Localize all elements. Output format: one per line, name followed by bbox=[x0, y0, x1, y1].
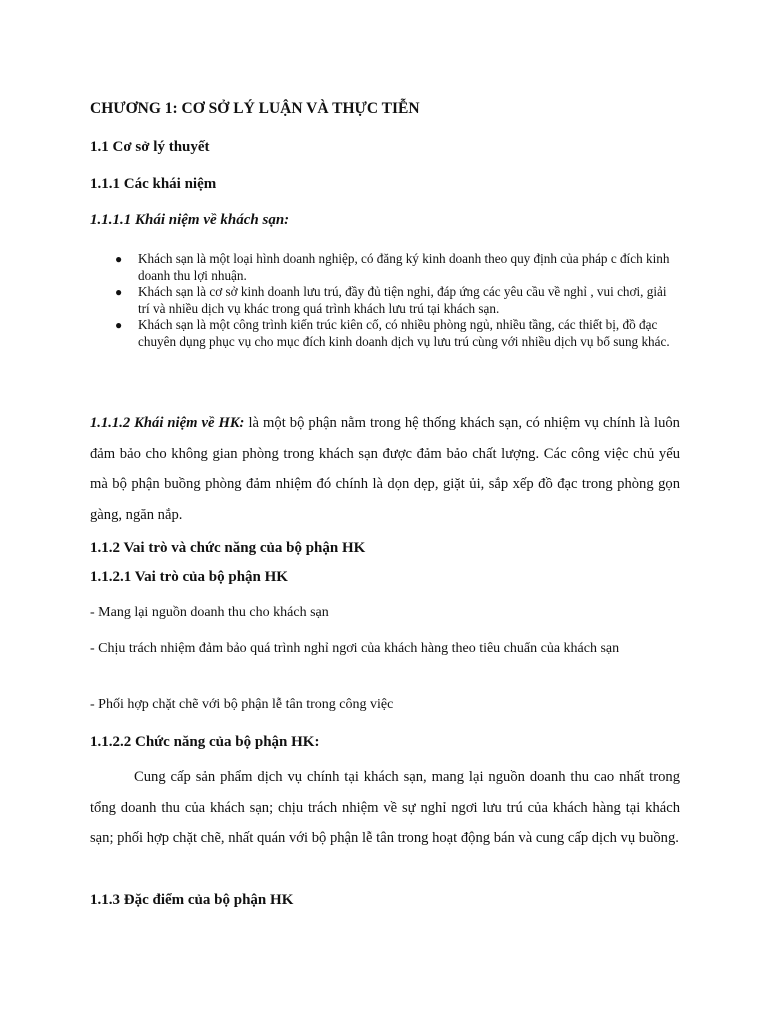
chapter-title: CHƯƠNG 1: CƠ SỞ LÝ LUẬN VÀ THỰC TIỄN bbox=[90, 100, 420, 117]
bullet-icon: ● bbox=[115, 285, 123, 299]
heading-1-1-2: 1.1.2 Vai trò và chức năng của bộ phận HK bbox=[90, 540, 366, 556]
hotel-definition-list bbox=[90, 251, 680, 350]
heading-1-1-1: 1.1.1 Các khái niệm bbox=[90, 176, 217, 192]
heading-1-1-2-2: 1.1.2.2 Chức năng của bộ phận HK: bbox=[90, 734, 320, 750]
role-item-3: - Phối hợp chặt chẽ với bộ phận lễ tân trong công việc bbox=[90, 697, 394, 712]
bullet-icon: ● bbox=[115, 252, 123, 266]
heading-1-1-1-1: 1.1.1.1 Khái niệm về khách sạn: bbox=[90, 212, 290, 228]
list-item: ● Khách sạn là một công trình kiến trúc kiên cố, có nhiều phòng ngủ, nhiều tầng, các thiết bị, đồ đạc chuyên dụng phục vụ cho mục đích kinh doanh dịch vụ lưu trú cùng với nhiều dịch vụ bổ sung khác. bbox=[115, 317, 670, 349]
role-item-2: - Chịu trách nhiệm đảm bảo quá trình nghỉ ngơi của khách hàng theo tiêu chuẩn của khách sạn bbox=[90, 641, 620, 656]
list-item: ● Khách sạn là cơ sở kinh doanh lưu trú, đầy đủ tiện nghi, đáp ứng các yêu cầu về nghỉ , vui chơi, giải trí và nhiều dịch vụ khác trong quá trình khách lưu trú tại khách sạn. bbox=[115, 284, 667, 316]
hk-definition-paragraph bbox=[90, 408, 680, 530]
hk-definition-text: là một bộ phận nằm trong hệ thống khách sạn, có nhiệm vụ chính là luôn đảm bảo cho không gian phòng trong khách sạn được đảm bảo chất lượng. Các công việc chủ yếu mà bộ phận buồng phòng đảm nhiệm đó chính là dọn dẹp, giặt ủi, sắp xếp đồ đạc trong phòng gọn gàng, ngăn nắp. bbox=[90, 415, 680, 523]
bullet-icon: ● bbox=[115, 318, 123, 332]
heading-1-1-2-1: 1.1.2.1 Vai trò của bộ phận HK bbox=[90, 569, 288, 585]
role-item-1: - Mang lại nguồn doanh thu cho khách sạn bbox=[90, 605, 329, 620]
function-paragraph: Cung cấp sản phẩm dịch vụ chính tại khách sạn, mang lại nguồn doanh thu cao nhất trong tổng doanh thu của khách sạn; chịu trách nhiệm về sự nghỉ ngơi lưu trú của khách hàng tại khách sạn; phối hợp chặt chẽ, nhất quán với bộ phận lễ tân trong hoạt động bán và cung cấp dịch vụ buồng. bbox=[90, 769, 680, 846]
hk-definition-label: 1.1.1.2 Khái niệm về HK: bbox=[90, 415, 245, 431]
heading-1-1-3: 1.1.3 Đặc điểm của bộ phận HK bbox=[90, 892, 294, 908]
heading-1-1: 1.1 Cơ sở lý thuyết bbox=[90, 139, 210, 155]
list-item: ● Khách sạn là một loại hình doanh nghiệp, có đăng ký kinh doanh theo quy định của pháp c đích kinh doanh thu lợi nhuận. bbox=[115, 251, 670, 283]
